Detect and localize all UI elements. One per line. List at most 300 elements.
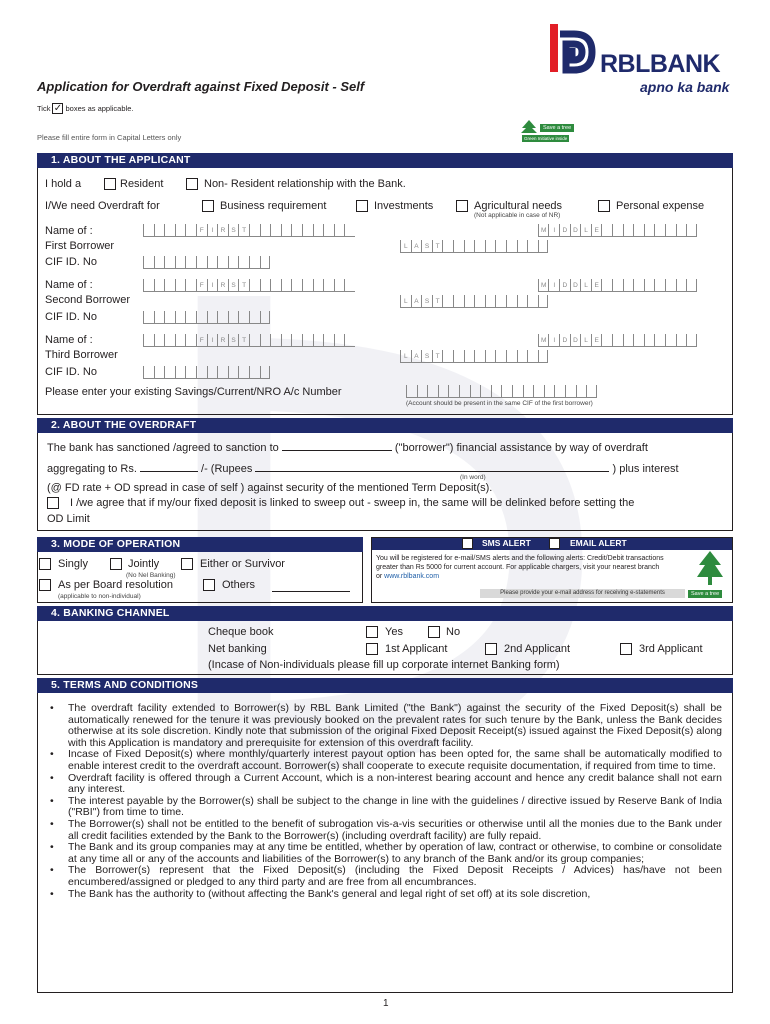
char-box[interactable] — [506, 350, 517, 363]
char-box[interactable] — [281, 279, 292, 292]
amount-field[interactable] — [140, 462, 198, 472]
char-box[interactable] — [217, 311, 228, 324]
char-box[interactable] — [175, 334, 186, 347]
char-box[interactable] — [612, 334, 623, 347]
char-box[interactable] — [302, 334, 313, 347]
yes-label: Yes — [385, 626, 403, 638]
char-box[interactable]: L — [400, 350, 411, 363]
borrower2-label: Second Borrower — [45, 294, 130, 306]
char-box[interactable] — [344, 279, 355, 292]
char-box[interactable] — [464, 350, 475, 363]
borrower1-cif-boxes[interactable] — [143, 256, 270, 269]
others-checkbox[interactable] — [203, 579, 215, 591]
char-box[interactable] — [501, 385, 512, 398]
char-box[interactable] — [491, 385, 502, 398]
char-box[interactable]: L — [400, 240, 411, 253]
char-box[interactable] — [260, 366, 271, 379]
overdraft-line-4: I /we agree that if my/our fixed deposit is linked to sweep out - sweep in, the same will be delinked before setting the — [70, 497, 635, 509]
char-box[interactable] — [554, 385, 565, 398]
others-label: Others — [222, 579, 256, 591]
char-box[interactable] — [143, 279, 154, 292]
board-resolution-label: As per Board resolution — [58, 579, 173, 591]
char-box[interactable] — [506, 295, 517, 308]
char-box[interactable]: I — [207, 334, 218, 347]
terms-list — [50, 703, 722, 900]
char-box[interactable] — [143, 366, 154, 379]
term-item: • The overdraft facility extended to Borrower(s) by RBL Bank Limited ("the Bank") against the security of the Fixed Deposit(s) shall be automatically renewed for the tenure it was previously booked on the prevalent rates for such tenure by the Bank, unless the Bank decides otherwise at its sole discretion. Kindly note that submission of the original Fixed Deposit Receipt(s) issued against the Fixed Deposit(s) along with this Application is mandatory and prerequisite for extension of this overdraft facility. — [50, 703, 722, 749]
char-box[interactable] — [586, 385, 597, 398]
sanction-text: The bank has sanctioned /agreed to sanction to — [47, 442, 279, 454]
char-box[interactable] — [217, 256, 228, 269]
char-box[interactable]: S — [228, 279, 239, 292]
box-gap — [355, 224, 538, 237]
char-box[interactable] — [249, 311, 260, 324]
char-box[interactable] — [474, 350, 485, 363]
char-box[interactable]: S — [421, 295, 432, 308]
alert-description — [376, 554, 676, 581]
char-box[interactable] — [175, 224, 186, 237]
tick-suffix: boxes as applicable. — [65, 104, 134, 113]
char-box[interactable] — [495, 240, 506, 253]
char-box[interactable] — [175, 366, 186, 379]
second-applicant-label: 2nd Applicant — [504, 643, 571, 655]
investments-label: Investments — [374, 200, 434, 212]
char-box[interactable] — [464, 240, 475, 253]
borrower3-cif-boxes[interactable] — [143, 366, 270, 379]
char-box[interactable] — [154, 224, 165, 237]
char-box[interactable] — [676, 279, 687, 292]
char-box[interactable] — [164, 334, 175, 347]
resident-checkbox[interactable] — [104, 178, 116, 190]
char-box[interactable]: L — [580, 334, 591, 347]
term-item: • Overdraft facility is offered through a Current Account, which is a non-interest bearing account and hence any credit balance shall not earn any interest. — [50, 773, 722, 796]
char-box[interactable] — [228, 366, 239, 379]
char-box[interactable]: I — [548, 334, 559, 347]
char-box[interactable] — [207, 311, 218, 324]
char-box[interactable] — [474, 240, 485, 253]
char-box[interactable] — [686, 334, 697, 347]
rbl-logo — [548, 22, 738, 100]
char-box[interactable] — [185, 366, 196, 379]
char-box[interactable] — [523, 385, 534, 398]
in-word-note: (In word) — [460, 474, 486, 481]
email-alert-label: EMAIL ALERT — [570, 538, 627, 548]
borrower2-first-name-boxes[interactable] — [143, 279, 697, 292]
char-box[interactable]: R — [217, 279, 228, 292]
borrower1-name-label: Name of : — [45, 225, 93, 237]
char-box[interactable] — [495, 295, 506, 308]
char-box[interactable] — [495, 350, 506, 363]
section-about-applicant-heading: 1. ABOUT THE APPLICANT — [37, 153, 733, 168]
char-box[interactable] — [164, 311, 175, 324]
borrower-text: ("borrower") financial assistance by way of overdraft — [394, 442, 648, 454]
char-box[interactable]: M — [538, 334, 549, 347]
sms-alert-checkbox[interactable] — [462, 538, 473, 549]
char-box[interactable] — [480, 385, 491, 398]
char-box[interactable] — [313, 279, 324, 292]
char-box[interactable] — [175, 279, 186, 292]
tick-prefix: Tick — [37, 104, 51, 113]
char-box[interactable] — [438, 385, 449, 398]
char-box[interactable] — [196, 366, 207, 379]
term-item: • The interest payable by the Borrower(s) shall be subject to the change in line with the guidelines / directive issued by Reserve Bank of India ("RBI") from time to time. — [50, 796, 722, 819]
char-box[interactable] — [207, 256, 218, 269]
char-box[interactable]: T — [432, 350, 443, 363]
char-box[interactable] — [538, 295, 549, 308]
cheque-no-checkbox[interactable] — [428, 626, 440, 638]
char-box[interactable]: T — [432, 240, 443, 253]
net-second-applicant-checkbox[interactable] — [485, 643, 497, 655]
net-banking-label: Net banking — [208, 643, 267, 655]
char-box[interactable]: D — [559, 279, 570, 292]
char-box[interactable] — [238, 256, 249, 269]
char-box[interactable] — [302, 279, 313, 292]
borrower1-cif-label: CIF ID. No — [45, 256, 97, 268]
char-box[interactable]: I — [548, 279, 559, 292]
email-alert-checkbox[interactable] — [549, 538, 560, 549]
char-box[interactable] — [217, 366, 228, 379]
net-third-applicant-checkbox[interactable] — [620, 643, 632, 655]
term-item: • The Borrower(s) shall not be entitled to the benefit of subrogation vis-a-vis securities or otherwise until all the monies due to the Bank under all credit facilities extended by the Bank to the Borrower(s) (including overdraft facility) are fully repaid. — [50, 819, 722, 842]
singly-checkbox[interactable] — [39, 558, 51, 570]
char-box[interactable]: E — [591, 224, 602, 237]
char-box[interactable]: S — [228, 224, 239, 237]
borrower3-last-name-boxes[interactable] — [400, 350, 548, 363]
char-box[interactable] — [644, 224, 655, 237]
borrower-name-field[interactable] — [282, 441, 392, 451]
char-box[interactable] — [527, 295, 538, 308]
char-box[interactable] — [517, 240, 528, 253]
char-box[interactable] — [665, 334, 676, 347]
char-box[interactable]: F — [196, 224, 207, 237]
char-box[interactable]: L — [580, 279, 591, 292]
overdraft-line-3: (@ FD rate + OD spread in case of self ) against security of the mentioned Term Deposit(s). — [47, 482, 493, 494]
brand-tagline: apno ka bank — [640, 79, 730, 95]
char-box[interactable] — [654, 279, 665, 292]
char-box[interactable] — [164, 256, 175, 269]
char-box[interactable] — [453, 295, 464, 308]
char-box[interactable] — [291, 334, 302, 347]
hold-label: I hold a — [45, 178, 82, 190]
char-box[interactable] — [249, 334, 260, 347]
char-box[interactable] — [323, 224, 334, 237]
char-box[interactable] — [448, 385, 459, 398]
plus-interest-text: ) plus interest — [612, 463, 679, 475]
char-box[interactable] — [281, 334, 292, 347]
char-box[interactable] — [512, 385, 523, 398]
char-box[interactable]: M — [538, 224, 549, 237]
char-box[interactable] — [665, 224, 676, 237]
char-box[interactable] — [154, 256, 165, 269]
borrower2-cif-label: CIF ID. No — [45, 311, 97, 323]
char-box[interactable] — [291, 279, 302, 292]
char-box[interactable]: T — [432, 295, 443, 308]
char-box[interactable]: A — [411, 350, 422, 363]
char-box[interactable] — [427, 385, 438, 398]
either-survivor-label: Either or Survivor — [200, 558, 285, 570]
char-box[interactable] — [270, 334, 281, 347]
char-box[interactable] — [633, 334, 644, 347]
borrower3-label: Third Borrower — [45, 349, 118, 361]
checkmark-icon: ✓ — [53, 102, 63, 114]
char-box[interactable] — [154, 279, 165, 292]
char-box[interactable]: I — [548, 224, 559, 237]
char-box[interactable] — [185, 311, 196, 324]
investments-checkbox[interactable] — [356, 200, 368, 212]
non-resident-checkbox[interactable] — [186, 178, 198, 190]
resident-label: Resident — [120, 178, 164, 190]
char-box[interactable] — [527, 350, 538, 363]
non-resident-label: Non- Resident relationship with the Bank. — [204, 178, 406, 190]
net-first-applicant-checkbox[interactable] — [366, 643, 378, 655]
char-box[interactable]: I — [207, 224, 218, 237]
char-box[interactable]: T — [238, 334, 249, 347]
personal-label: Personal expense — [616, 200, 705, 212]
char-box[interactable] — [644, 334, 655, 347]
box-gap — [355, 279, 538, 292]
char-box[interactable]: A — [411, 240, 422, 253]
singly-label: Singly — [58, 558, 88, 570]
account-number-boxes[interactable] — [406, 385, 597, 398]
section-banking-channel-heading: 4. BANKING CHANNEL — [37, 606, 733, 621]
char-box[interactable] — [143, 334, 154, 347]
char-box[interactable] — [533, 385, 544, 398]
char-box[interactable] — [665, 279, 676, 292]
char-box[interactable] — [612, 279, 623, 292]
alert-text: You will be registered for e-mail/SMS alerts and the following alerts: Credit/Debit transactions greater than Rs 5000 for current account. For applicable chargers, visit your nearest branch — [376, 555, 664, 571]
cheque-yes-checkbox[interactable] — [366, 626, 378, 638]
char-box[interactable] — [281, 224, 292, 237]
char-box[interactable] — [686, 224, 697, 237]
tick-instruction — [37, 103, 133, 114]
char-box[interactable] — [565, 385, 576, 398]
char-box[interactable] — [249, 279, 260, 292]
char-box[interactable] — [143, 311, 154, 324]
estatement-note: Please provide your e-mail address for receiving e-statements — [480, 589, 685, 598]
char-box[interactable] — [517, 295, 528, 308]
char-box[interactable] — [175, 311, 186, 324]
char-box[interactable]: T — [238, 224, 249, 237]
char-box[interactable] — [313, 224, 324, 237]
char-box[interactable]: L — [400, 295, 411, 308]
borrower2-cif-boxes[interactable] — [143, 311, 270, 324]
business-label: Business requirement — [220, 200, 327, 212]
char-box[interactable] — [485, 295, 496, 308]
char-box[interactable] — [164, 224, 175, 237]
borrower3-cif-label: CIF ID. No — [45, 366, 97, 378]
char-box[interactable] — [185, 334, 196, 347]
char-box[interactable] — [154, 334, 165, 347]
agri-label: Agricultural needs — [474, 200, 563, 212]
char-box[interactable] — [260, 311, 271, 324]
char-box[interactable] — [228, 256, 239, 269]
borrower1-last-name-boxes[interactable] — [400, 240, 548, 253]
char-box[interactable] — [175, 256, 186, 269]
corporate-banking-note: (Incase of Non-individuals please fill up corporate internet Banking form) — [208, 659, 560, 671]
char-box[interactable] — [260, 256, 271, 269]
char-box[interactable]: E — [591, 334, 602, 347]
char-box[interactable]: F — [196, 279, 207, 292]
char-box[interactable]: A — [411, 295, 422, 308]
char-box[interactable] — [154, 366, 165, 379]
char-box[interactable] — [406, 385, 417, 398]
page-number: 1 — [383, 998, 389, 1009]
char-box[interactable] — [506, 240, 517, 253]
char-box[interactable] — [544, 385, 555, 398]
char-box[interactable] — [633, 224, 644, 237]
need-overdraft-label: I/We need Overdraft for — [45, 200, 160, 212]
char-box[interactable] — [485, 240, 496, 253]
overdraft-line-5: OD Limit — [47, 513, 90, 525]
char-box[interactable] — [344, 224, 355, 237]
char-box[interactable] — [676, 224, 687, 237]
char-box[interactable] — [623, 334, 634, 347]
char-box[interactable] — [442, 350, 453, 363]
char-box[interactable] — [249, 224, 260, 237]
char-box[interactable] — [207, 366, 218, 379]
char-box[interactable] — [527, 240, 538, 253]
char-box[interactable] — [196, 311, 207, 324]
char-box[interactable] — [623, 224, 634, 237]
char-box[interactable]: L — [580, 224, 591, 237]
char-box[interactable] — [453, 240, 464, 253]
char-box[interactable] — [143, 224, 154, 237]
char-box[interactable] — [654, 334, 665, 347]
agri-checkbox[interactable] — [456, 200, 468, 212]
char-box[interactable] — [644, 279, 655, 292]
char-box[interactable]: D — [559, 334, 570, 347]
char-box[interactable] — [270, 279, 281, 292]
char-box[interactable] — [228, 311, 239, 324]
char-box[interactable] — [459, 385, 470, 398]
char-box[interactable] — [185, 224, 196, 237]
char-box[interactable] — [302, 224, 313, 237]
char-box[interactable]: D — [570, 334, 581, 347]
aggregating-text: aggregating to Rs. — [47, 463, 137, 475]
char-box[interactable] — [291, 224, 302, 237]
borrower1-first-name-boxes[interactable] — [143, 224, 697, 237]
char-box[interactable] — [601, 334, 612, 347]
char-box[interactable] — [323, 279, 334, 292]
char-box[interactable]: S — [421, 350, 432, 363]
business-checkbox[interactable] — [202, 200, 214, 212]
char-box[interactable]: R — [217, 224, 228, 237]
char-box[interactable]: I — [207, 279, 218, 292]
char-box[interactable] — [154, 311, 165, 324]
char-box[interactable] — [249, 366, 260, 379]
char-box[interactable]: S — [421, 240, 432, 253]
char-box[interactable]: D — [559, 224, 570, 237]
char-box[interactable] — [323, 334, 334, 347]
char-box[interactable] — [249, 256, 260, 269]
borrower2-name-label: Name of : — [45, 279, 93, 291]
char-box[interactable] — [185, 256, 196, 269]
char-box[interactable] — [334, 334, 345, 347]
borrower3-first-name-boxes[interactable] — [143, 334, 697, 347]
char-box[interactable] — [576, 385, 587, 398]
char-box[interactable] — [270, 224, 281, 237]
char-box[interactable] — [612, 224, 623, 237]
char-box[interactable]: D — [570, 279, 581, 292]
others-field[interactable] — [272, 582, 350, 592]
char-box[interactable] — [260, 334, 271, 347]
borrower3-name-label: Name of : — [45, 334, 93, 346]
char-box[interactable] — [517, 350, 528, 363]
no-label: No — [446, 626, 461, 638]
term-item: • The Bank has the authority to (without affecting the Bank's general and legal right of set off) at its sole discretion, — [50, 889, 722, 901]
char-box[interactable] — [538, 350, 549, 363]
bank-website-link[interactable]: www.rblbank.com — [384, 573, 440, 580]
personal-checkbox[interactable] — [598, 200, 610, 212]
tree-icon — [520, 120, 538, 134]
char-box[interactable] — [164, 279, 175, 292]
either-survivor-checkbox[interactable] — [181, 558, 193, 570]
char-box[interactable]: R — [217, 334, 228, 347]
amount-in-words-field[interactable] — [255, 462, 609, 472]
board-resolution-checkbox[interactable] — [39, 579, 51, 591]
rupees-text: /- (Rupees — [201, 463, 253, 475]
char-box[interactable]: T — [238, 279, 249, 292]
sweep-agree-checkbox[interactable] — [47, 497, 59, 509]
char-box[interactable] — [313, 334, 324, 347]
overdraft-line-2 — [47, 462, 727, 477]
char-box[interactable] — [676, 334, 687, 347]
jointly-checkbox[interactable] — [110, 558, 122, 570]
char-box[interactable] — [260, 224, 271, 237]
sms-alert-label: SMS ALERT — [482, 538, 531, 548]
term-item: • The Bank and its group companies may at any time be entitled, whether by operation of law, contract or otherwise, to combine or consolidate at any time all or any of the accounts and liabilities of the Borrower(s) to any branch of the Bank and/or its group companies; — [50, 842, 722, 865]
char-box[interactable] — [654, 224, 665, 237]
char-box[interactable]: E — [591, 279, 602, 292]
char-box[interactable] — [196, 256, 207, 269]
char-box[interactable]: S — [228, 334, 239, 347]
char-box[interactable] — [238, 311, 249, 324]
char-box[interactable] — [238, 366, 249, 379]
char-box[interactable] — [143, 256, 154, 269]
char-box[interactable]: F — [196, 334, 207, 347]
char-box[interactable] — [623, 279, 634, 292]
char-box[interactable] — [453, 350, 464, 363]
box-gap — [355, 334, 538, 347]
save-tree-label: Save a tree — [540, 124, 574, 132]
char-box[interactable] — [485, 350, 496, 363]
char-box[interactable] — [260, 279, 271, 292]
char-box[interactable] — [442, 240, 453, 253]
jointly-note: (No Nel Banking) — [126, 572, 176, 579]
char-box[interactable] — [633, 279, 644, 292]
borrower2-last-name-boxes[interactable] — [400, 295, 548, 308]
char-box[interactable]: D — [570, 224, 581, 237]
char-box[interactable] — [442, 295, 453, 308]
char-box[interactable] — [601, 279, 612, 292]
char-box[interactable] — [538, 240, 549, 253]
char-box[interactable] — [334, 224, 345, 237]
char-box[interactable] — [334, 279, 345, 292]
save-tree-badge — [520, 120, 582, 144]
char-box[interactable] — [686, 279, 697, 292]
brand-name: RBLBANK — [600, 50, 721, 78]
char-box[interactable] — [470, 385, 481, 398]
char-box[interactable] — [474, 295, 485, 308]
char-box[interactable] — [185, 279, 196, 292]
char-box[interactable] — [464, 295, 475, 308]
char-box[interactable]: M — [538, 279, 549, 292]
char-box[interactable] — [601, 224, 612, 237]
char-box[interactable] — [344, 334, 355, 347]
char-box[interactable] — [164, 366, 175, 379]
char-box[interactable] — [417, 385, 428, 398]
term-item: • The Borrower(s) represent that the Fixed Deposit(s) (including the Fixed Deposit Receipts / Advices) has/have not been encumbered/assigned or pledged to any third party and are free from all encumbrances. — [50, 865, 722, 888]
